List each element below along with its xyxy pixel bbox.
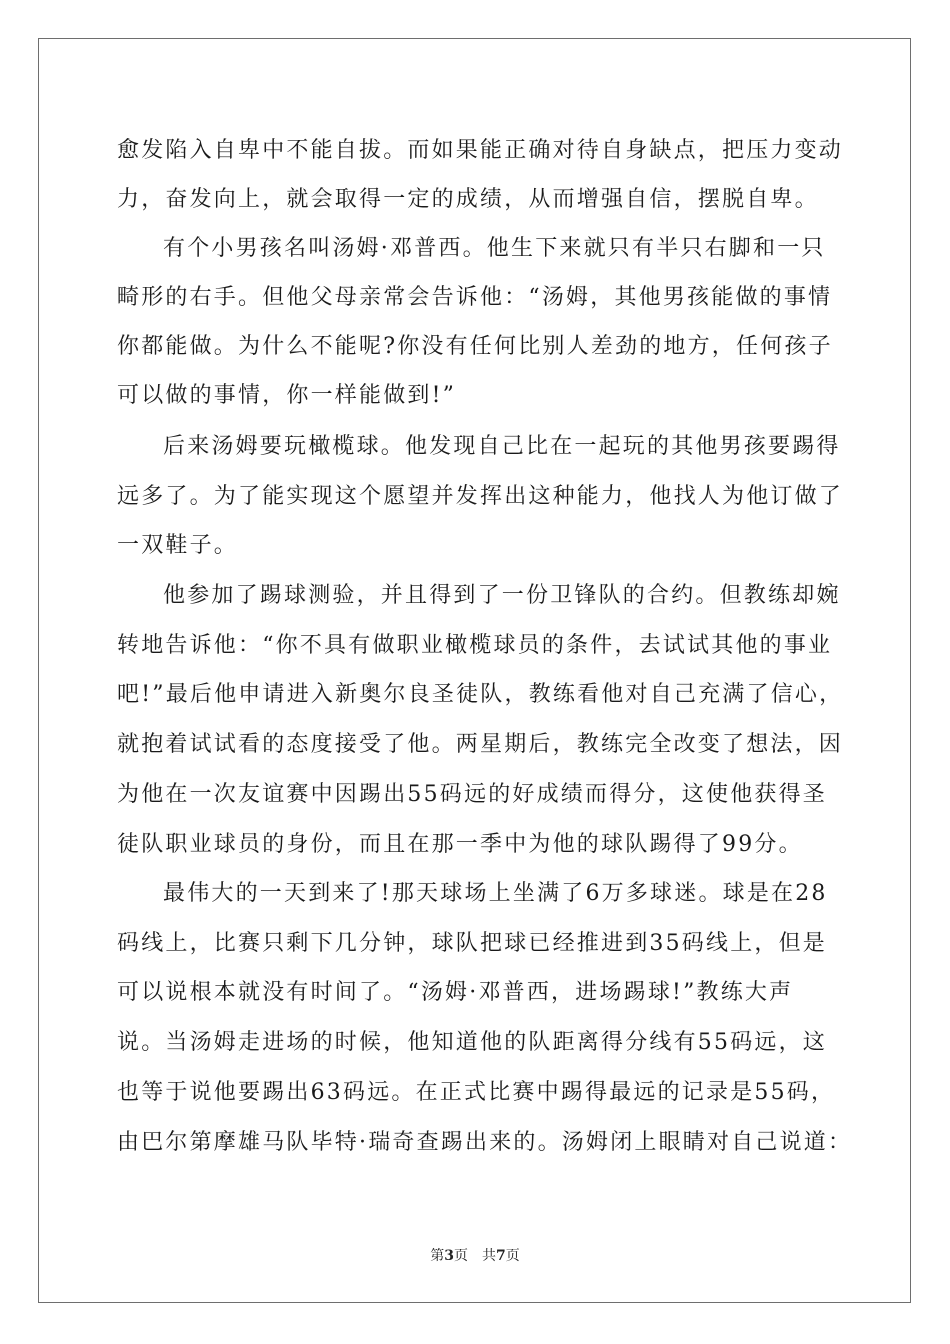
text-line-12: 吧!”最后他申请进入新奥尔良圣徒队，教练看他对自己充满了信心， — [117, 682, 844, 707]
text-line-20: 也等于说他要踢出63码远。在正式比赛中踢得最远的记录是55码， — [117, 1080, 836, 1105]
page-label-prefix: 第 — [430, 1248, 445, 1264]
text-line-2: 力，奋发向上，就会取得一定的成绩，从而增强自信，摆脱自卑。 — [117, 187, 819, 212]
text-line-5: 你都能做。为什么不能呢?你没有任何比别人差劲的地方，任何孩子 — [117, 334, 833, 359]
page-number: 3 — [444, 1248, 454, 1264]
text-line-10: 他参加了踢球测验，并且得到了一份卫锋队的合约。但教练却婉 — [163, 583, 841, 608]
text-line-11: 转地告诉他：“你不具有做职业橄榄球员的条件，去试试其他的事业 — [117, 633, 833, 658]
page-frame — [38, 38, 911, 1303]
total-pages: 7 — [496, 1248, 506, 1264]
text-line-14: 为他在一次友谊赛中因踢出55码远的好成绩而得分，这使他获得圣 — [117, 782, 827, 807]
text-line-3: 有个小男孩名叫汤姆·邓普西。他生下来就只有半只右脚和一只 — [163, 236, 826, 261]
text-line-1: 愈发陷入自卑中不能自拔。而如果能正确对待自身缺点，把压力变动 — [117, 138, 844, 163]
text-line-15: 徒队职业球员的身份，而且在那一季中为他的球队踢得了99分。 — [117, 832, 803, 857]
text-line-6: 可以做的事情，你一样能做到!” — [117, 383, 457, 408]
page-label-suffix: 页 — [454, 1248, 468, 1264]
total-label-prefix: 共 — [482, 1248, 496, 1264]
text-line-13: 就抱着试试看的态度接受了他。两星期后，教练完全改变了想法，因 — [117, 732, 844, 757]
total-label-suffix: 页 — [505, 1248, 520, 1264]
text-line-19: 说。当汤姆走进场的时候，他知道他的队距离得分线有55码远，这 — [117, 1030, 827, 1055]
text-line-18: 可以说根本就没有时间了。“汤姆·邓普西，进场踢球!”教练大声 — [117, 980, 794, 1005]
page-footer — [0, 1246, 950, 1266]
text-line-8: 远多了。为了能实现这个愿望并发挥出这种能力，他找人为他订做了 — [117, 484, 844, 509]
text-line-17: 码线上，比赛只剩下几分钟，球队把球已经推进到35码线上，但是 — [117, 931, 827, 956]
text-line-7: 后来汤姆要玩橄榄球。他发现自己比在一起玩的其他男孩要踢得 — [163, 434, 841, 459]
text-line-21: 由巴尔第摩雄马队毕特·瑞奇查踢出来的。汤姆闭上眼睛对自己说道： — [117, 1130, 853, 1155]
text-line-16: 最伟大的一天到来了!那天球场上坐满了6万多球迷。球是在28 — [163, 881, 828, 906]
text-line-9: 一双鞋子。 — [117, 533, 239, 558]
text-line-4: 畸形的右手。但他父母亲常会告诉他：“汤姆，其他男孩能做的事情 — [117, 285, 833, 310]
